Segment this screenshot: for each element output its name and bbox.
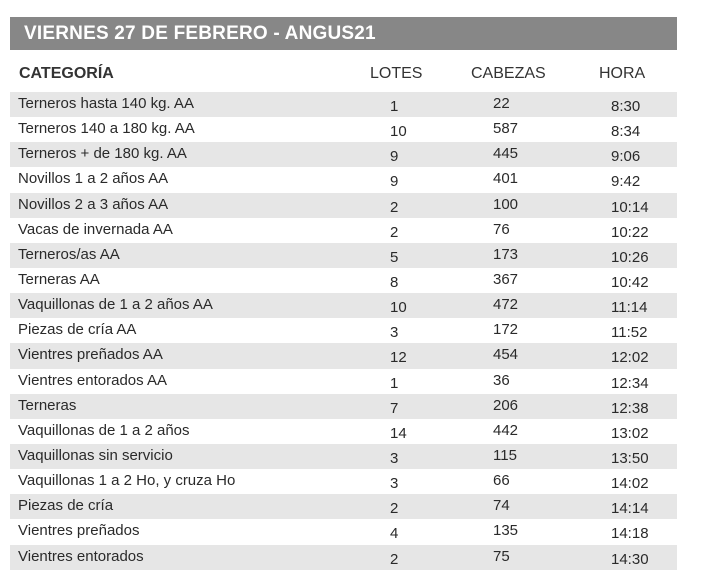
cell-cabezas: 115 bbox=[493, 446, 517, 464]
cell-lotes: 2 bbox=[390, 550, 399, 568]
cell-cabezas: 445 bbox=[493, 145, 519, 163]
table-row bbox=[10, 369, 677, 394]
table-row bbox=[10, 142, 677, 167]
cell-hora: 10:22 bbox=[611, 223, 649, 241]
cell-lotes: 8 bbox=[390, 273, 399, 291]
cell-categoria: Vaquillonas de 1 a 2 años bbox=[18, 421, 190, 439]
cell-categoria: Vientres entorados AA bbox=[18, 371, 167, 389]
table-row bbox=[10, 117, 677, 142]
cell-cabezas: 75 bbox=[493, 547, 510, 565]
cell-hora: 8:34 bbox=[611, 123, 641, 141]
cell-categoria: Novillos 2 a 3 años AA bbox=[18, 195, 169, 213]
table-row bbox=[10, 469, 677, 494]
header-categoria: CATEGORÍA bbox=[19, 65, 114, 82]
cell-cabezas: 74 bbox=[493, 497, 510, 515]
cell-categoria: Vientres preñados AA bbox=[18, 346, 163, 364]
cell-lotes: 2 bbox=[390, 223, 399, 241]
table-body bbox=[10, 92, 677, 570]
table-row bbox=[10, 167, 677, 192]
table-header bbox=[10, 61, 677, 89]
cell-categoria: Vientres entorados bbox=[18, 547, 144, 565]
table-row bbox=[10, 419, 677, 444]
cell-cabezas: 76 bbox=[493, 220, 510, 238]
table-row bbox=[10, 92, 677, 117]
cell-categoria: Vaquillonas sin servicio bbox=[18, 446, 173, 464]
cell-categoria: Terneros + de 180 kg. AA bbox=[18, 145, 187, 163]
cell-cabezas: 66 bbox=[493, 472, 510, 490]
table-row bbox=[10, 394, 677, 419]
cell-cabezas: 587 bbox=[493, 120, 519, 138]
cell-hora: 14:02 bbox=[611, 475, 649, 493]
cell-categoria: Piezas de cría AA bbox=[18, 321, 137, 339]
cell-cabezas: 454 bbox=[493, 346, 519, 364]
table-row bbox=[10, 243, 677, 268]
table-row bbox=[10, 193, 677, 218]
cell-lotes: 2 bbox=[390, 198, 399, 216]
cell-hora: 13:50 bbox=[611, 449, 649, 467]
table-row bbox=[10, 343, 677, 368]
table-row bbox=[10, 444, 677, 469]
cell-categoria: Vaquillonas 1 a 2 Ho, y cruza Ho bbox=[18, 472, 236, 490]
cell-hora: 14:14 bbox=[611, 500, 649, 518]
table-row bbox=[10, 268, 677, 293]
cell-hora: 12:34 bbox=[611, 374, 649, 392]
cell-categoria: Vientres preñados bbox=[18, 522, 140, 540]
cell-hora: 13:02 bbox=[611, 424, 649, 442]
cell-hora: 11:14 bbox=[611, 299, 648, 317]
cell-categoria: Novillos 1 a 2 años AA bbox=[18, 170, 169, 188]
cell-lotes: 9 bbox=[390, 148, 399, 166]
cell-cabezas: 367 bbox=[493, 270, 519, 288]
table-row bbox=[10, 218, 677, 243]
cell-categoria: Terneros 140 a 180 kg. AA bbox=[18, 120, 195, 138]
cell-cabezas: 135 bbox=[493, 522, 519, 540]
cell-lotes: 14 bbox=[390, 424, 407, 442]
table-row bbox=[10, 519, 677, 544]
cell-hora: 10:42 bbox=[611, 273, 649, 291]
table-row bbox=[10, 318, 677, 343]
cell-cabezas: 401 bbox=[493, 170, 519, 188]
cell-lotes: 7 bbox=[390, 399, 399, 417]
cell-hora: 14:18 bbox=[611, 525, 649, 543]
cell-cabezas: 442 bbox=[493, 421, 519, 439]
cell-categoria: Terneras AA bbox=[18, 270, 100, 288]
table-row bbox=[10, 293, 677, 318]
cell-cabezas: 22 bbox=[493, 95, 510, 112]
cell-lotes: 5 bbox=[390, 248, 399, 266]
cell-hora: 14:30 bbox=[611, 550, 649, 568]
cell-cabezas: 172 bbox=[493, 321, 519, 339]
cell-hora: 9:06 bbox=[611, 148, 641, 166]
cell-categoria: Terneras bbox=[18, 396, 77, 414]
cell-categoria: Vaquillonas de 1 a 2 años AA bbox=[18, 296, 213, 314]
table-row bbox=[10, 494, 677, 519]
cell-lotes: 3 bbox=[390, 324, 399, 342]
header-cabezas: CABEZAS bbox=[471, 65, 546, 82]
cell-categoria: Terneros hasta 140 kg. AA bbox=[18, 95, 194, 112]
cell-cabezas: 173 bbox=[493, 245, 519, 263]
cell-categoria: Vacas de invernada AA bbox=[18, 220, 173, 238]
cell-lotes: 2 bbox=[390, 500, 399, 518]
cell-lotes: 10 bbox=[390, 299, 407, 317]
cell-lotes: 9 bbox=[390, 173, 399, 191]
cell-lotes: 1 bbox=[390, 374, 399, 392]
cell-lotes: 10 bbox=[390, 123, 407, 141]
header-lotes: LOTES bbox=[370, 65, 423, 82]
table-row bbox=[10, 545, 677, 570]
cell-cabezas: 36 bbox=[493, 371, 510, 389]
cell-cabezas: 472 bbox=[493, 296, 519, 314]
cell-lotes: 3 bbox=[390, 449, 399, 467]
cell-hora: 12:02 bbox=[611, 349, 649, 367]
cell-lotes: 4 bbox=[390, 525, 399, 543]
cell-hora: 8:30 bbox=[611, 98, 641, 115]
cell-categoria: Piezas de cría bbox=[18, 497, 114, 515]
header-hora: HORA bbox=[599, 65, 646, 82]
cell-lotes: 12 bbox=[390, 349, 407, 367]
cell-hora: 10:14 bbox=[611, 198, 649, 216]
cell-cabezas: 100 bbox=[493, 195, 519, 213]
cell-hora: 12:38 bbox=[611, 399, 649, 417]
cell-lotes: 3 bbox=[390, 475, 399, 493]
cell-categoria: Terneros/as AA bbox=[18, 245, 120, 263]
table-title: VIERNES 27 DE FEBRERO - ANGUS21 bbox=[10, 17, 677, 50]
cell-cabezas: 206 bbox=[493, 396, 519, 414]
cell-hora: 11:52 bbox=[611, 324, 648, 342]
cell-hora: 9:42 bbox=[611, 173, 641, 191]
cell-lotes: 1 bbox=[390, 98, 399, 115]
cell-hora: 10:26 bbox=[611, 248, 649, 266]
